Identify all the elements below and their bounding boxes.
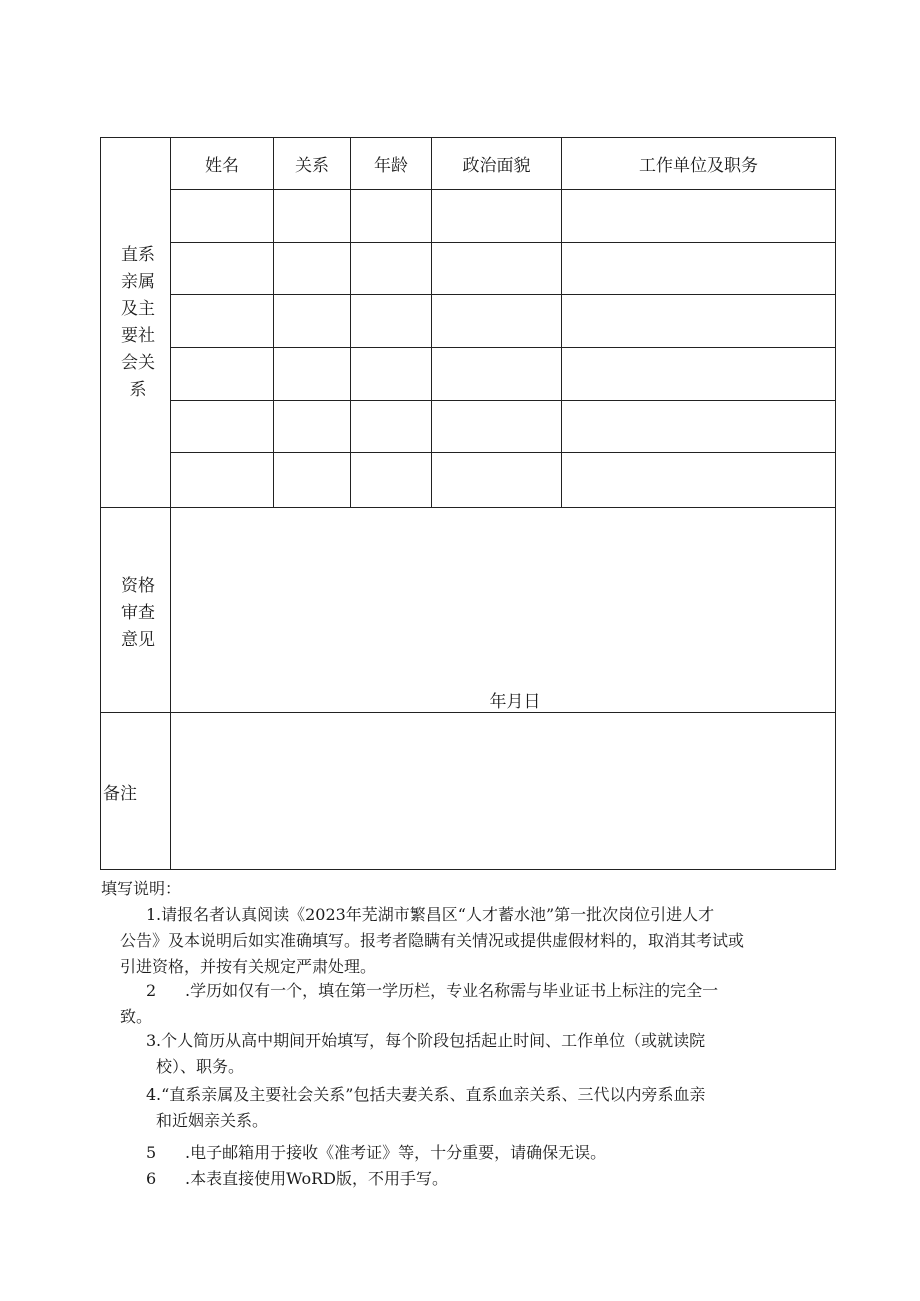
item-number: 4 xyxy=(146,1085,157,1104)
label-line: 及主 xyxy=(121,299,155,319)
section-divider xyxy=(100,507,836,508)
item-line: .请报名者认真阅读《2023年芜湖市繁昌区“人才蓄水池”第一批次岗位引进人才 xyxy=(156,905,715,924)
row-line xyxy=(170,452,836,453)
instructions-title: 填写说明： xyxy=(101,879,182,898)
item-line: .本表直接使用WoRD版，不用手写。 xyxy=(185,1169,448,1188)
header-workplace-position: 工作单位及职务 xyxy=(639,156,758,176)
row-line xyxy=(170,347,836,348)
row-line xyxy=(170,189,836,190)
item-number: 3 xyxy=(146,1031,157,1050)
header-relation: 关系 xyxy=(295,156,329,176)
label-line: 审查 xyxy=(121,603,155,623)
relatives-form xyxy=(100,137,836,870)
item-number: 1 xyxy=(146,905,157,924)
item-line: 致。 xyxy=(120,1007,153,1026)
section-divider xyxy=(100,712,836,713)
label-line: 会关 xyxy=(121,353,155,373)
relatives-section-label xyxy=(118,242,158,404)
border-left xyxy=(100,137,101,870)
item-line: .个人简历从高中期间开始填写，每个阶段包括起止时间、工作单位（或就读院 xyxy=(156,1031,706,1050)
col-line xyxy=(431,137,432,507)
label-column-divider xyxy=(170,137,171,870)
row-line xyxy=(170,400,836,401)
item-number: 6 xyxy=(146,1169,157,1188)
col-line xyxy=(561,137,562,507)
item-line: .电子邮箱用于接收《准考证》等，十分重要，请确保无误。 xyxy=(185,1143,607,1162)
label-line: 意见 xyxy=(121,630,155,650)
col-line xyxy=(273,137,274,507)
border-right xyxy=(835,137,836,870)
item-number: 5 xyxy=(146,1143,157,1162)
review-date: 年月日 xyxy=(489,691,541,712)
item-line: .“直系亲属及主要社会关系”包括夫妻关系、直系血亲关系、三代以内旁系血亲 xyxy=(156,1085,706,1104)
border-bottom xyxy=(100,869,836,870)
review-section-label xyxy=(118,573,158,654)
item-line: .学历如仅有一个，填在第一学历栏，专业名称需与毕业证书上标注的完全一 xyxy=(185,981,719,1000)
label-line: 直系 xyxy=(121,245,155,265)
label-line: 资格 xyxy=(121,576,155,596)
remarks-label: 备注 xyxy=(103,783,137,804)
col-line xyxy=(350,137,351,507)
header-name: 姓名 xyxy=(205,156,239,176)
header-political-status: 政治面貌 xyxy=(462,156,531,176)
item-line: 公告》及本说明后如实准确填写。报考者隐瞒有关情况或提供虚假材料的，取消其考试或 xyxy=(120,931,745,950)
label-line: 亲属 xyxy=(121,272,155,292)
item-number: 2 xyxy=(146,981,157,1000)
row-line xyxy=(170,294,836,295)
item-line: 校）、职务。 xyxy=(156,1057,245,1076)
header-age: 年龄 xyxy=(374,156,408,176)
label-line: 要社 xyxy=(121,326,155,346)
item-line: 和近姻亲关系。 xyxy=(156,1111,269,1130)
row-line xyxy=(170,242,836,243)
label-line: 系 xyxy=(129,380,147,400)
item-line: 引进资格，并按有关规定严肃处理。 xyxy=(120,957,377,976)
